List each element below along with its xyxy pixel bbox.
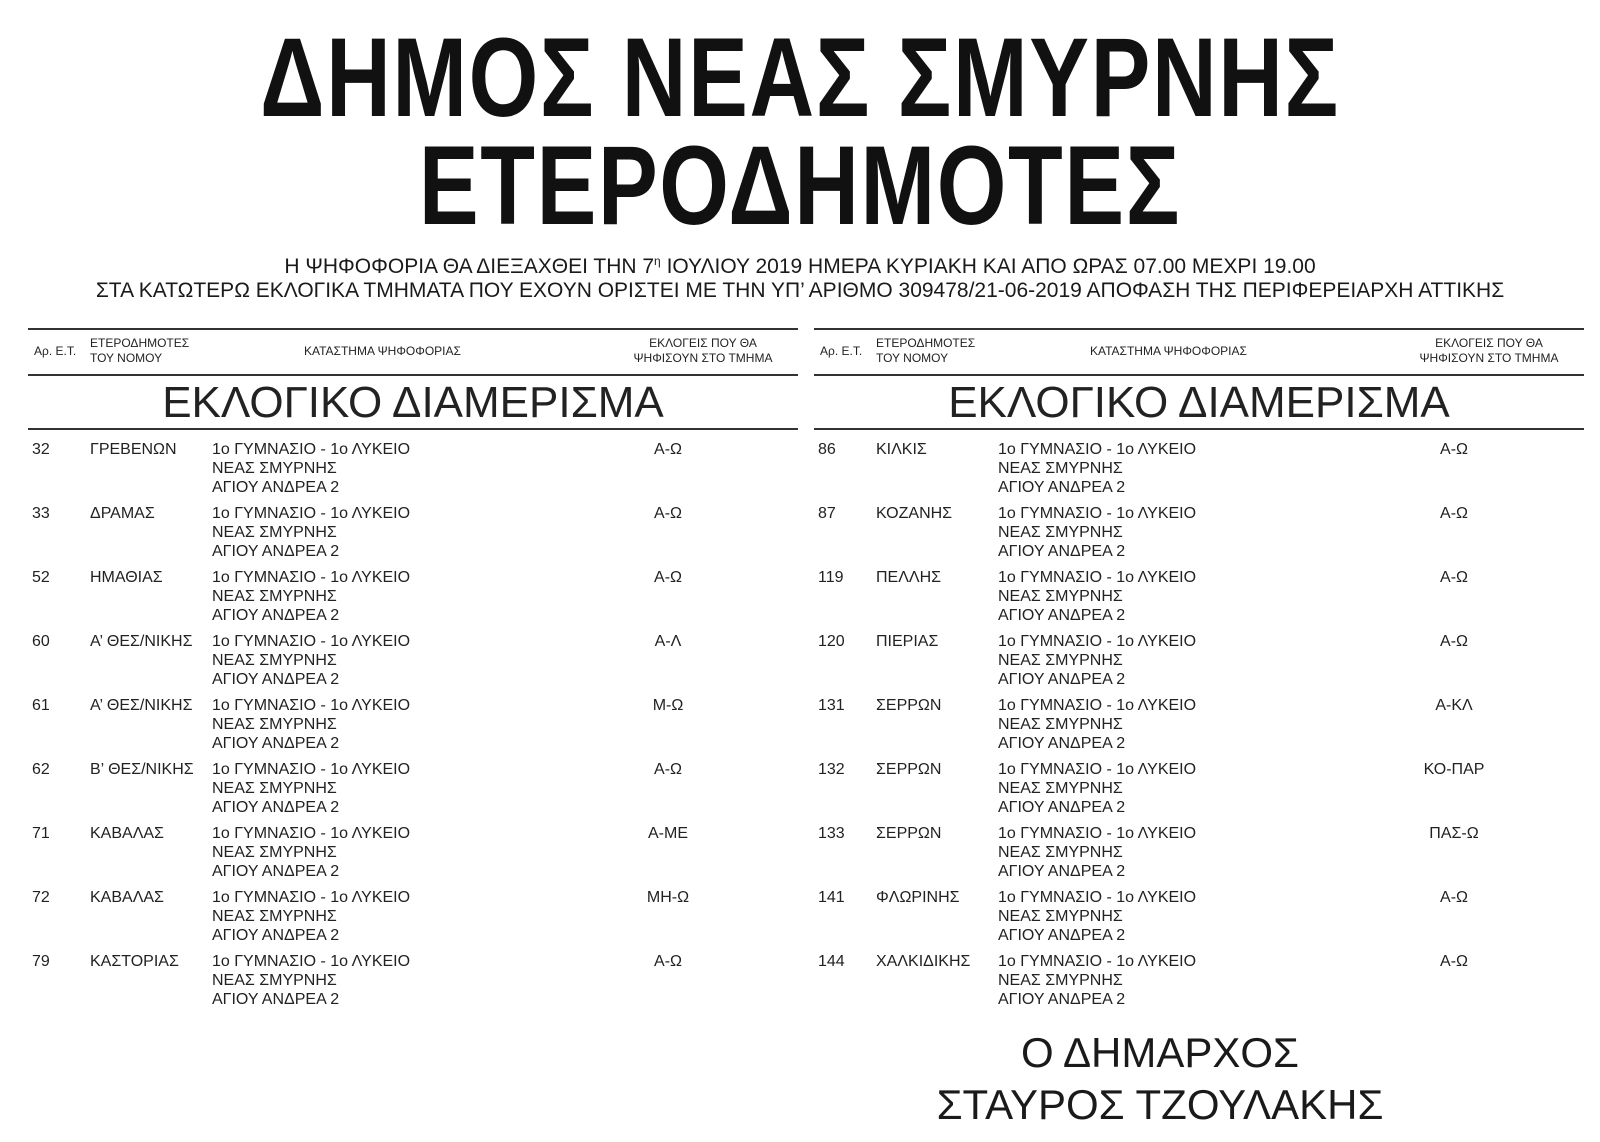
polling-station-line: ΝΕΑΣ ΣΜΥΡΝΗΣ	[998, 908, 1123, 925]
polling-station-line: 1ο ΓΥΜΝΑΣΙΟ - 1ο ΛΥΚΕΙΟ	[998, 569, 1197, 586]
decision-line: ΣΤΑ ΚΑΤΩΤΕΡΩ ΕΚΛΟΓΙΚΑ ΤΜΗΜΑΤΑ ΠΟΥ ΕΧΟΥΝ ΟΡΙΣΤΕΙ ΜΕ ΤΗΝ ΥΠ’ ΑΡΙΘΜΟ 309478/21-06-2019 ΑΠΟΦΑΣΗ ΤΗΣ ΠΕΡΙΦΕΡΕΙΑΡΧΗ ΑΤΤΙΚΗΣ	[95, 279, 1505, 302]
table-row	[814, 696, 1584, 760]
table-row	[28, 632, 798, 696]
polling-station-line: ΑΓΙΟΥ ΑΝΔΡΕΑ 2	[998, 991, 1126, 1008]
row-polling-station	[212, 440, 410, 497]
table-row	[28, 888, 798, 952]
row-number: 62	[32, 761, 50, 778]
page-title: ΔΗΜΟΣ ΝΕΑΣ ΣΜΥΡΝΗΣ	[260, 15, 1340, 140]
row-voter-range: Α-Ω	[1440, 633, 1468, 650]
row-polling-station	[212, 824, 410, 881]
table-row	[814, 824, 1584, 888]
row-number: 120	[818, 633, 845, 650]
row-prefecture: ΚΙΛΚΙΣ	[876, 441, 927, 458]
row-number: 72	[32, 889, 50, 906]
table-row	[28, 504, 798, 568]
row-prefecture: ΠΙΕΡΙΑΣ	[876, 633, 939, 650]
row-number: 144	[818, 953, 845, 970]
row-prefecture: Α’ ΘΕΣ/ΝΙΚΗΣ	[90, 697, 193, 714]
row-number: 133	[818, 825, 845, 842]
row-number: 86	[818, 441, 836, 458]
row-prefecture: ΠΕΛΛΗΣ	[876, 569, 942, 586]
row-polling-station	[998, 568, 1196, 625]
polling-station-line: 1ο ΓΥΜΝΑΣΙΟ - 1ο ΛΥΚΕΙΟ	[212, 889, 411, 906]
row-polling-station	[212, 632, 410, 689]
polling-station-line: ΑΓΙΟΥ ΑΝΔΡΕΑ 2	[998, 799, 1126, 816]
row-prefecture: ΚΑΣΤΟΡΙΑΣ	[90, 953, 179, 970]
polling-station-line: 1ο ΓΥΜΝΑΣΙΟ - 1ο ΛΥΚΕΙΟ	[212, 825, 411, 842]
voting-date-ordinal: η	[654, 254, 661, 268]
row-number: 87	[818, 505, 836, 522]
row-number: 52	[32, 569, 50, 586]
polling-station-line: ΝΕΑΣ ΣΜΥΡΝΗΣ	[212, 908, 337, 925]
polling-station-line: ΝΕΑΣ ΣΜΥΡΝΗΣ	[212, 524, 337, 541]
page-subtitle: ΕΤΕΡΟΔΗΜΟΤΕΣ	[418, 123, 1182, 248]
table-rows	[28, 430, 798, 1016]
header-elect-line2: ΨΗΦΙΣΟΥΝ ΣΤΟ ΤΜΗΜΑ	[1419, 351, 1559, 365]
polling-station-line: 1ο ΓΥΜΝΑΣΙΟ - 1ο ΛΥΚΕΙΟ	[998, 761, 1197, 778]
polling-station-line: ΑΓΙΟΥ ΑΝΔΡΕΑ 2	[212, 735, 340, 752]
header-et-line2: ΤΟΥ ΝΟΜΟΥ	[876, 351, 949, 365]
row-number: 61	[32, 697, 50, 714]
table-row	[28, 760, 798, 824]
table-row	[814, 568, 1584, 632]
row-voter-range: Μ-Ω	[652, 697, 684, 714]
header-et	[876, 336, 996, 366]
row-voter-range: Α-Ω	[654, 761, 682, 778]
polling-station-line: ΑΓΙΟΥ ΑΝΔΡΕΑ 2	[212, 991, 340, 1008]
row-prefecture: ΣΕΡΡΩΝ	[876, 697, 942, 714]
polling-station-line: ΝΕΑΣ ΣΜΥΡΝΗΣ	[998, 524, 1123, 541]
polling-station-line: ΝΕΑΣ ΣΜΥΡΝΗΣ	[212, 780, 337, 797]
row-voter-range: ΚΟ-ΠΑΡ	[1423, 761, 1485, 778]
header-elect	[1404, 336, 1574, 366]
row-voter-range: Α-Ω	[1440, 889, 1468, 906]
row-voter-range: ΜΗ-Ω	[646, 889, 690, 906]
polling-station-line: 1ο ΓΥΜΝΑΣΙΟ - 1ο ΛΥΚΕΙΟ	[998, 441, 1197, 458]
row-polling-station	[998, 824, 1196, 881]
row-polling-station	[998, 504, 1196, 561]
polling-station-line: 1ο ΓΥΜΝΑΣΙΟ - 1ο ΛΥΚΕΙΟ	[212, 505, 411, 522]
section-title: ΕΚΛΟΓΙΚΟ ΔΙΑΜΕΡΙΣΜΑ	[814, 376, 1584, 430]
polling-station-line: 1ο ΓΥΜΝΑΣΙΟ - 1ο ΛΥΚΕΙΟ	[998, 953, 1197, 970]
table-row	[28, 440, 798, 504]
table-rows	[814, 430, 1584, 1016]
header-elect-line2: ΨΗΦΙΣΟΥΝ ΣΤΟ ΤΜΗΜΑ	[633, 351, 773, 365]
polling-station-line: ΑΓΙΟΥ ΑΝΔΡΕΑ 2	[212, 671, 340, 688]
row-voter-range: ΠΑΣ-Ω	[1429, 825, 1479, 842]
table-row	[814, 760, 1584, 824]
header-store: ΚΑΤΑΣΤΗΜΑ ΨΗΦΟΦΟΡΙΑΣ	[304, 344, 461, 358]
polling-station-line: 1ο ΓΥΜΝΑΣΙΟ - 1ο ΛΥΚΕΙΟ	[998, 633, 1197, 650]
polling-station-line: 1ο ΓΥΜΝΑΣΙΟ - 1ο ΛΥΚΕΙΟ	[212, 569, 411, 586]
header-et-line1: ΕΤΕΡΟΔΗΜΟΤΕΣ	[90, 336, 190, 350]
row-polling-station	[998, 760, 1196, 817]
row-polling-station	[998, 696, 1196, 753]
row-number: 131	[818, 697, 845, 714]
header-et-line1: ΕΤΕΡΟΔΗΜΟΤΕΣ	[876, 336, 976, 350]
table-row	[28, 696, 798, 760]
polling-station-line: ΑΓΙΟΥ ΑΝΔΡΕΑ 2	[212, 863, 340, 880]
polling-station-line: ΝΕΑΣ ΣΜΥΡΝΗΣ	[998, 716, 1123, 733]
row-voter-range: Α-Ω	[654, 505, 682, 522]
row-prefecture: ΔΡΑΜΑΣ	[90, 505, 155, 522]
voting-date-text-start: Η ΨΗΦΟΦΟΡΙΑ ΘΑ ΔΙΕΞΑΧΘΕΙ ΤΗΝ 7	[284, 255, 655, 278]
row-prefecture: ΚΑΒΑΛΑΣ	[90, 825, 164, 842]
polling-station-line: ΑΓΙΟΥ ΑΝΔΡΕΑ 2	[998, 927, 1126, 944]
row-polling-station	[998, 632, 1196, 689]
header-et	[90, 336, 210, 366]
polling-station-line: ΝΕΑΣ ΣΜΥΡΝΗΣ	[212, 972, 337, 989]
row-polling-station	[212, 504, 410, 561]
row-prefecture: ΣΕΡΡΩΝ	[876, 825, 942, 842]
polling-station-line: ΑΓΙΟΥ ΑΝΔΡΕΑ 2	[998, 543, 1126, 560]
polling-station-line: 1ο ΓΥΜΝΑΣΙΟ - 1ο ΛΥΚΕΙΟ	[998, 825, 1197, 842]
row-polling-station	[998, 952, 1196, 1009]
polling-station-line: ΑΓΙΟΥ ΑΝΔΡΕΑ 2	[212, 479, 340, 496]
row-prefecture: ΚΟΖΑΝΗΣ	[876, 505, 953, 522]
row-number: 79	[32, 953, 50, 970]
row-voter-range: Α-ΚΛ	[1435, 697, 1473, 714]
row-number: 119	[818, 569, 844, 586]
polling-station-line: 1ο ΓΥΜΝΑΣΙΟ - 1ο ΛΥΚΕΙΟ	[998, 505, 1197, 522]
polling-station-line: ΑΓΙΟΥ ΑΝΔΡΕΑ 2	[212, 607, 340, 624]
polling-station-line: ΝΕΑΣ ΣΜΥΡΝΗΣ	[212, 652, 337, 669]
row-prefecture: Β’ ΘΕΣ/ΝΙΚΗΣ	[90, 761, 194, 778]
right-table	[814, 328, 1584, 1016]
section-title: ΕΚΛΟΓΙΚΟ ΔΙΑΜΕΡΙΣΜΑ	[28, 376, 798, 430]
header-et-line2: ΤΟΥ ΝΟΜΟΥ	[90, 351, 163, 365]
row-voter-range: Α-Ω	[1440, 569, 1468, 586]
polling-station-line: ΝΕΑΣ ΣΜΥΡΝΗΣ	[998, 844, 1123, 861]
polling-station-line: ΑΓΙΟΥ ΑΝΔΡΕΑ 2	[212, 543, 340, 560]
row-voter-range: Α-Λ	[654, 633, 682, 650]
row-polling-station	[212, 888, 410, 945]
header-elect-line1: ΕΚΛΟΓΕΙΣ ΠΟΥ ΘΑ	[649, 336, 757, 350]
polling-station-line: 1ο ΓΥΜΝΑΣΙΟ - 1ο ΛΥΚΕΙΟ	[212, 697, 411, 714]
voting-date-text-end: ΙΟΥΛΙΟΥ 2019 ΗΜΕΡΑ ΚΥΡΙΑΚΗ ΚΑΙ ΑΠΟ ΩΡΑΣ 07.00 ΜΕΧΡΙ 19.00	[660, 255, 1316, 278]
row-number: 32	[32, 441, 50, 458]
left-table	[28, 328, 798, 1016]
row-number: 71	[32, 825, 50, 842]
polling-station-line: ΝΕΑΣ ΣΜΥΡΝΗΣ	[998, 780, 1123, 797]
voting-date-line	[0, 248, 1600, 280]
row-voter-range: Α-Ω	[1440, 441, 1468, 458]
table-header	[814, 328, 1584, 376]
polling-station-line: ΝΕΑΣ ΣΜΥΡΝΗΣ	[998, 652, 1123, 669]
row-number: 60	[32, 633, 50, 650]
mayor-title: Ο ΔΗΜΑΡΧΟΣ	[1020, 1029, 1300, 1076]
table-row	[814, 504, 1584, 568]
polling-station-line: 1ο ΓΥΜΝΑΣΙΟ - 1ο ΛΥΚΕΙΟ	[998, 697, 1197, 714]
polling-station-line: ΑΓΙΟΥ ΑΝΔΡΕΑ 2	[998, 671, 1126, 688]
row-prefecture: Α’ ΘΕΣ/ΝΙΚΗΣ	[90, 633, 193, 650]
table-header	[28, 328, 798, 376]
polling-station-line: ΑΓΙΟΥ ΑΝΔΡΕΑ 2	[212, 799, 340, 816]
row-voter-range: Α-Ω	[654, 953, 682, 970]
table-row	[814, 440, 1584, 504]
polling-station-line: ΝΕΑΣ ΣΜΥΡΝΗΣ	[212, 716, 337, 733]
row-voter-range: Α-ΜΕ	[648, 825, 688, 842]
table-row	[814, 632, 1584, 696]
polling-station-line: ΑΓΙΟΥ ΑΝΔΡΕΑ 2	[212, 927, 340, 944]
table-row	[28, 568, 798, 632]
row-polling-station	[212, 952, 410, 1009]
polling-station-line: 1ο ΓΥΜΝΑΣΙΟ - 1ο ΛΥΚΕΙΟ	[212, 953, 411, 970]
header-elect-line1: ΕΚΛΟΓΕΙΣ ΠΟΥ ΘΑ	[1435, 336, 1543, 350]
row-polling-station	[998, 440, 1196, 497]
polling-station-line: ΑΓΙΟΥ ΑΝΔΡΕΑ 2	[998, 607, 1126, 624]
header-elect	[618, 336, 788, 366]
polling-station-line: ΝΕΑΣ ΣΜΥΡΝΗΣ	[212, 460, 337, 477]
polling-station-line: ΝΕΑΣ ΣΜΥΡΝΗΣ	[212, 844, 337, 861]
polling-station-line: 1ο ΓΥΜΝΑΣΙΟ - 1ο ΛΥΚΕΙΟ	[212, 761, 411, 778]
polling-station-line: ΑΓΙΟΥ ΑΝΔΡΕΑ 2	[998, 735, 1126, 752]
polling-station-line: 1ο ΓΥΜΝΑΣΙΟ - 1ο ΛΥΚΕΙΟ	[212, 441, 411, 458]
row-voter-range: Α-Ω	[654, 569, 682, 586]
row-number: 33	[32, 505, 50, 522]
row-prefecture: ΚΑΒΑΛΑΣ	[90, 889, 164, 906]
polling-station-line: 1ο ΓΥΜΝΑΣΙΟ - 1ο ΛΥΚΕΙΟ	[998, 889, 1197, 906]
polling-station-line: ΑΓΙΟΥ ΑΝΔΡΕΑ 2	[998, 863, 1126, 880]
polling-station-line: 1ο ΓΥΜΝΑΣΙΟ - 1ο ΛΥΚΕΙΟ	[212, 633, 411, 650]
mayor-name: ΣΤΑΥΡΟΣ ΤΖΟΥΛΑΚΗΣ	[936, 1081, 1384, 1128]
table-row	[28, 824, 798, 888]
row-polling-station	[212, 696, 410, 753]
row-number: 132	[818, 761, 845, 778]
polling-station-line: ΝΕΑΣ ΣΜΥΡΝΗΣ	[998, 588, 1123, 605]
polling-station-line: ΝΕΑΣ ΣΜΥΡΝΗΣ	[998, 460, 1123, 477]
row-voter-range: Α-Ω	[1440, 953, 1468, 970]
table-row	[814, 888, 1584, 952]
polling-station-line: ΑΓΙΟΥ ΑΝΔΡΕΑ 2	[998, 479, 1126, 496]
row-number: 141	[818, 889, 845, 906]
table-row	[28, 952, 798, 1016]
header-num: Αρ. Ε.Τ.	[34, 344, 77, 358]
row-prefecture: ΦΛΩΡΙΝΗΣ	[876, 889, 960, 906]
row-prefecture: ΗΜΑΘΙΑΣ	[90, 569, 163, 586]
row-polling-station	[212, 568, 410, 625]
row-prefecture: ΓΡΕΒΕΝΩΝ	[90, 441, 177, 458]
row-prefecture: ΧΑΛΚΙΔΙΚΗΣ	[876, 953, 971, 970]
polling-station-line: ΝΕΑΣ ΣΜΥΡΝΗΣ	[212, 588, 337, 605]
row-polling-station	[998, 888, 1196, 945]
row-prefecture: ΣΕΡΡΩΝ	[876, 761, 942, 778]
polling-station-line: ΝΕΑΣ ΣΜΥΡΝΗΣ	[998, 972, 1123, 989]
header-num: Αρ. Ε.Τ.	[820, 344, 863, 358]
row-polling-station	[212, 760, 410, 817]
table-row	[814, 952, 1584, 1016]
row-voter-range: Α-Ω	[654, 441, 682, 458]
header-store: ΚΑΤΑΣΤΗΜΑ ΨΗΦΟΦΟΡΙΑΣ	[1090, 344, 1247, 358]
row-voter-range: Α-Ω	[1440, 505, 1468, 522]
